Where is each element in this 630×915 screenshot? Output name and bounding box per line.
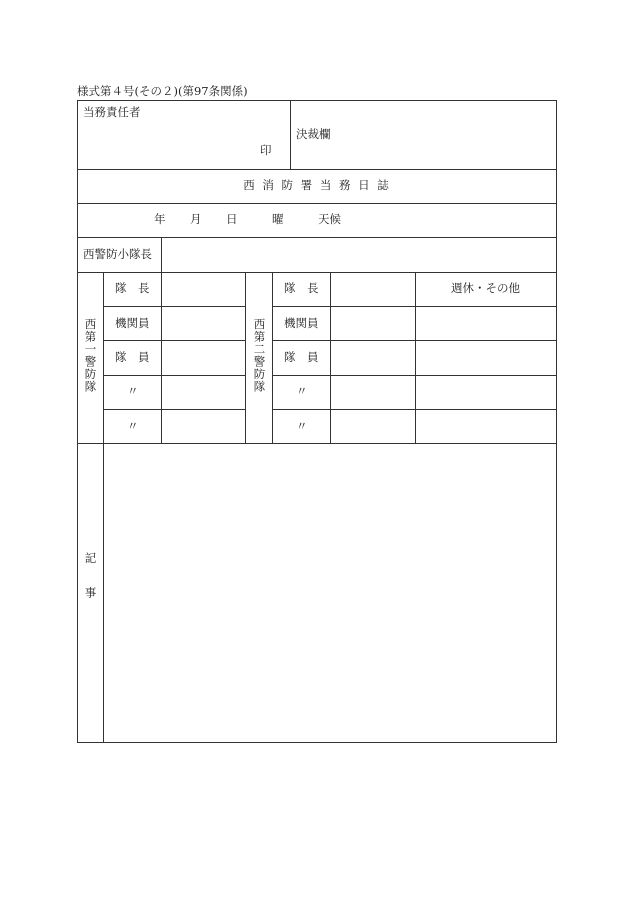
platoon-chief-label: 西警防小隊長 (83, 247, 152, 261)
year-label: 年 (154, 212, 166, 226)
unit-left-role: 〃 (127, 384, 139, 398)
responsible-officer-label: 当務責任者 (83, 105, 141, 119)
holiday-other-header: 週休・その他 (451, 281, 520, 295)
weather-label: 天候 (318, 212, 341, 226)
unit-right-role: 機関員 (284, 316, 319, 330)
unit-left-role: 〃 (127, 419, 139, 433)
unit-right-role: 〃 (296, 384, 308, 398)
seal-label: 印 (260, 143, 272, 157)
unit-left-role: 隊 長 (115, 281, 150, 295)
document-title: 西 消 防 署 当 務 日 誌 (243, 178, 391, 192)
notes-label: 記 事 (83, 552, 98, 598)
unit-right-name: 西第二警防隊 (252, 318, 267, 393)
unit-right-role: 隊 長 (284, 281, 319, 295)
unit-left-role: 隊 員 (115, 350, 150, 364)
unit-left-name: 西第一警防隊 (83, 318, 98, 393)
unit-left-role: 機関員 (115, 316, 150, 330)
approval-label: 決裁欄 (296, 127, 331, 141)
form-number-label: 様式第４号(その２)(第97条関係) (77, 84, 248, 98)
unit-right-role: 隊 員 (284, 350, 319, 364)
unit-right-role: 〃 (296, 419, 308, 433)
day-label: 日 (226, 212, 238, 226)
weekday-label: 曜 (272, 212, 284, 226)
month-label: 月 (190, 212, 202, 226)
notes-area (104, 444, 556, 742)
